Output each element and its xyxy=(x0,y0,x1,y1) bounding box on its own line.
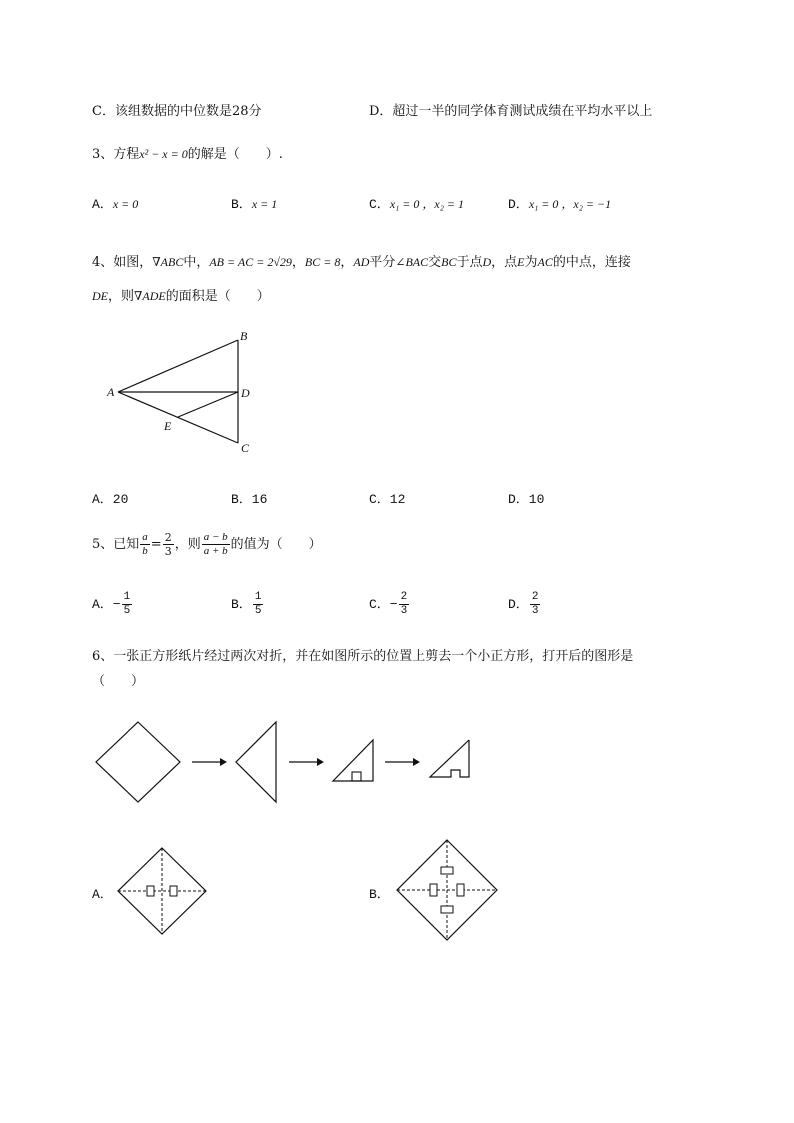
q5-option-d-label: D． xyxy=(508,597,529,612)
q3-option-a-label: A． xyxy=(92,197,113,212)
option-b-hole-left xyxy=(430,884,437,896)
q5-middle: ，则 xyxy=(174,537,201,552)
q4-triangle-abc: ∇ABC xyxy=(152,255,184,269)
q4-text-10: 的中点，连接 xyxy=(552,255,631,270)
q3-option-b-label: B． xyxy=(231,197,252,212)
folded-triangle xyxy=(236,722,276,802)
q3-equation: x² − x = 0 xyxy=(139,147,188,161)
q6-option-a-label: A． xyxy=(92,887,113,902)
q4-option-c: C．12 xyxy=(369,492,406,507)
q5-option-b-num: 1 xyxy=(254,591,262,604)
q3-suffix: 的解是（ ）. xyxy=(187,147,283,162)
q5-frac-target-den: a + b xyxy=(203,545,228,557)
label-b: B xyxy=(240,329,248,343)
q6-option-b-label: B． xyxy=(369,887,390,902)
q4-triangle-ade: ∇ADE xyxy=(134,289,166,303)
q5-frac-target xyxy=(202,531,230,558)
q5-option-d-frac xyxy=(530,591,541,618)
square-paper xyxy=(96,722,180,802)
folded-right-triangle xyxy=(333,740,373,781)
q3-option-b xyxy=(231,193,277,212)
q5-option-d-num: 2 xyxy=(531,591,539,604)
q4-option-a: A．20 xyxy=(92,492,129,507)
q2-option-d: D．超过一半的同学体育测试成绩在平均水平以上 xyxy=(369,104,653,119)
q4-point-d: D xyxy=(482,255,492,269)
q5-frac-23-num: 2 xyxy=(164,531,172,544)
q5-option-c-num: 2 xyxy=(400,591,408,604)
q5-option-d-den: 3 xyxy=(531,605,539,618)
q3-option-b-math: x = 1 xyxy=(251,197,278,211)
q4-option-d: D．10 xyxy=(508,492,545,507)
q5-suffix: 的值为（ ） xyxy=(230,537,322,552)
option-a-hole-right xyxy=(170,886,177,896)
q4-eq-bc: BC = 8 xyxy=(304,255,341,269)
q5-option-a xyxy=(92,590,133,620)
q3-stem xyxy=(92,143,283,162)
cut-triangle xyxy=(430,740,469,777)
segment-de xyxy=(178,392,238,417)
arrow-1-head xyxy=(220,758,227,766)
q3-option-c-label: C． xyxy=(369,197,390,212)
q6-option-b-figure xyxy=(394,837,500,945)
q6-stem-line1: 6、一张正方形纸片经过两次对折，并在如图所示的位置上剪去一个小正方形，打开后的图形是 xyxy=(92,649,634,664)
option-b-hole-top xyxy=(441,867,453,874)
q4-text-5: 平分 xyxy=(369,255,396,270)
q5-frac-ab-num: a xyxy=(142,531,148,543)
option-b-hole-bottom xyxy=(441,906,453,913)
q4-text-3: ， xyxy=(291,255,305,270)
q3-option-c xyxy=(369,193,464,212)
label-e: E xyxy=(164,419,172,433)
q5-option-b-den: 5 xyxy=(254,605,262,618)
q3-option-d xyxy=(508,193,611,212)
q4-text-2: 中， xyxy=(183,255,210,270)
q5-option-b xyxy=(231,590,264,620)
q5-frac-23 xyxy=(163,531,174,558)
q5-frac-ab xyxy=(140,531,150,558)
label-a: A xyxy=(107,385,115,399)
q5-option-b-frac xyxy=(253,591,264,618)
q6-folding-sequence xyxy=(90,715,490,810)
q4-text-1: 4、如图， xyxy=(92,255,153,270)
q4-point-e: E xyxy=(517,255,525,269)
q5-option-c xyxy=(369,590,410,620)
q4-option-b: B．16 xyxy=(231,492,268,507)
q4-text-12: 的面积是（ ） xyxy=(165,289,270,304)
q5-prefix: 5、已知 xyxy=(92,537,140,552)
q5-option-a-den: 5 xyxy=(123,605,131,618)
segment-ab xyxy=(118,340,238,392)
q4-de: DE xyxy=(92,289,108,303)
q4-text-7: 于点 xyxy=(456,255,483,270)
q3-option-a xyxy=(92,193,138,212)
q5-frac-ab-den: b xyxy=(142,545,148,557)
q4-ac: AC xyxy=(537,255,553,269)
q3-option-d-math: x₁ = 0 ，x₂ = −1 xyxy=(528,197,612,211)
q4-text-6: 交 xyxy=(428,255,442,270)
q5-equals: = xyxy=(150,537,162,552)
cut-square-mark xyxy=(352,772,361,781)
q4-angle: ∠BAC xyxy=(395,255,429,269)
q5-option-b-label: B． xyxy=(231,597,252,612)
q4-ad: AD xyxy=(353,255,370,269)
q4-stem-line1 xyxy=(92,251,631,270)
q3-option-c-math: x₁ = 0 ，x₂ = 1 xyxy=(389,197,465,211)
option-a-hole-left xyxy=(147,886,154,896)
q5-option-c-frac xyxy=(399,591,410,618)
q4-bc: BC xyxy=(441,255,457,269)
q4-eq-ab-ac: AB = AC = 2√29 xyxy=(209,255,292,269)
q5-option-c-den: 3 xyxy=(400,605,408,618)
q5-frac-23-den: 3 xyxy=(164,545,172,558)
option-b-hole-right xyxy=(457,884,464,896)
q5-frac-target-num: a − b xyxy=(203,531,228,543)
label-d: D xyxy=(241,386,250,400)
q3-prefix: 3、方程 xyxy=(92,147,140,162)
q4-text-9: 为 xyxy=(524,255,538,270)
q5-option-a-label: A．− xyxy=(92,597,121,612)
q3-option-d-label: D． xyxy=(508,197,529,212)
q4-stem-line2 xyxy=(92,285,270,304)
q5-option-a-num: 1 xyxy=(123,591,131,604)
q6-option-a-figure xyxy=(115,845,210,940)
q2-option-c: C．该组数据的中位数是28分 xyxy=(92,104,262,119)
q4-text-8: ，点 xyxy=(491,255,518,270)
q3-option-a-math: x = 0 xyxy=(112,197,139,211)
q5-option-d xyxy=(508,590,541,620)
arrow-2-head xyxy=(317,758,324,766)
q5-option-a-frac xyxy=(122,591,133,618)
q4-triangle-figure xyxy=(100,325,260,460)
q4-text-4: ， xyxy=(340,255,354,270)
label-c: C xyxy=(241,441,250,455)
arrow-3-head xyxy=(413,758,420,766)
q5-stem xyxy=(92,530,322,560)
q5-option-c-label: C．− xyxy=(369,597,398,612)
q4-text-11: ，则 xyxy=(108,289,135,304)
q6-stem-line2: （ ） xyxy=(92,674,145,689)
